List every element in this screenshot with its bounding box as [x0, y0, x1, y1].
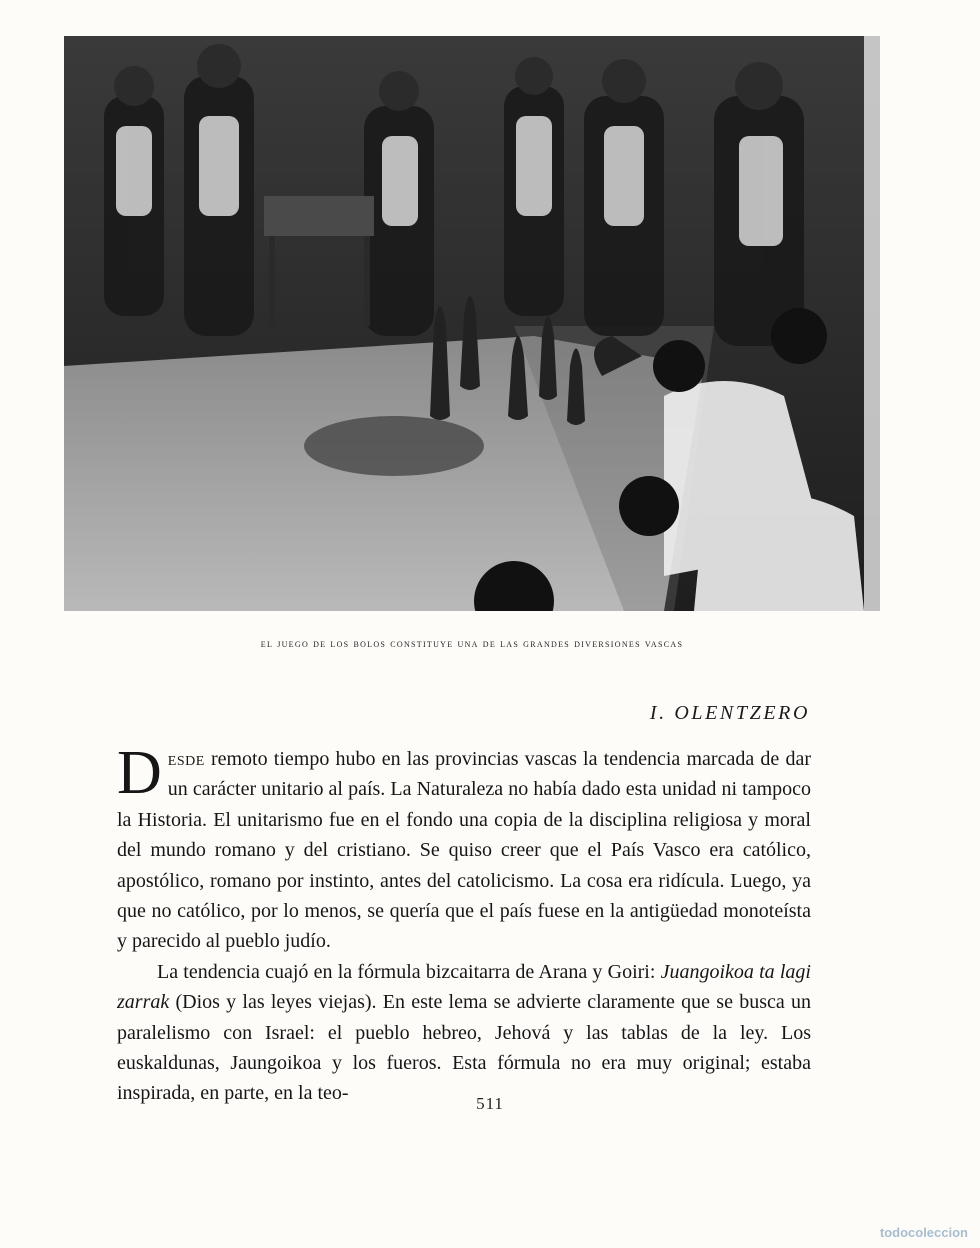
- watermark-logo: todocoleccion: [879, 1225, 968, 1240]
- lead-in-small-caps: esde: [167, 748, 205, 770]
- bowling-game-photograph: [64, 36, 880, 611]
- paragraph-2-text-before: La tendencia cuajó en la fórmula bizcaitarra de Arana y Goiri:: [157, 960, 661, 983]
- body-text: [117, 739, 811, 1109]
- basque-motto: Juangoikoa ta lagi zarrak: [117, 960, 811, 1014]
- chapter-heading: I. OLENTZERO: [649, 702, 810, 724]
- paragraph-2: [117, 957, 811, 1109]
- page-number: 511: [476, 1094, 504, 1113]
- paragraph-1-text: remoto tiempo hubo en las provincias vascas la tendencia marcada de dar un carácter unitario al país. La Naturaleza no había dado esta unidad ni tampoco la Historia. El unitarismo fue en el fondo una copia de la disciplina religiosa y moral del mundo romano y del cristiano. Se quiso creer que el País Vasco era católico, apostólico, romano por instinto, antes del catolicismo. La cosa era ridícula. Luego, ya que no católico, por lo menos, se quería que el país fuese en la antigüedad monoteísta y parecido al pueblo judío.: [117, 748, 811, 953]
- paragraph-2-text-after: (Dios y las leyes viejas). En este lema se advierte claramente que se busca un paralelismo con Israel: el pueblo hebreo, Jehová y las tablas de la ley. Los euskaldunas, Jaungoikoa y los fueros. Esta fórmula no era muy original; estaba inspirada, en parte, en la teo-: [117, 991, 811, 1105]
- photo-illustration: [64, 36, 880, 611]
- photo-caption: el juego de los bolos constituye una de las grandes diversiones vascas: [260, 638, 684, 650]
- drop-cap: D: [117, 739, 162, 807]
- paragraph-1: [117, 739, 811, 957]
